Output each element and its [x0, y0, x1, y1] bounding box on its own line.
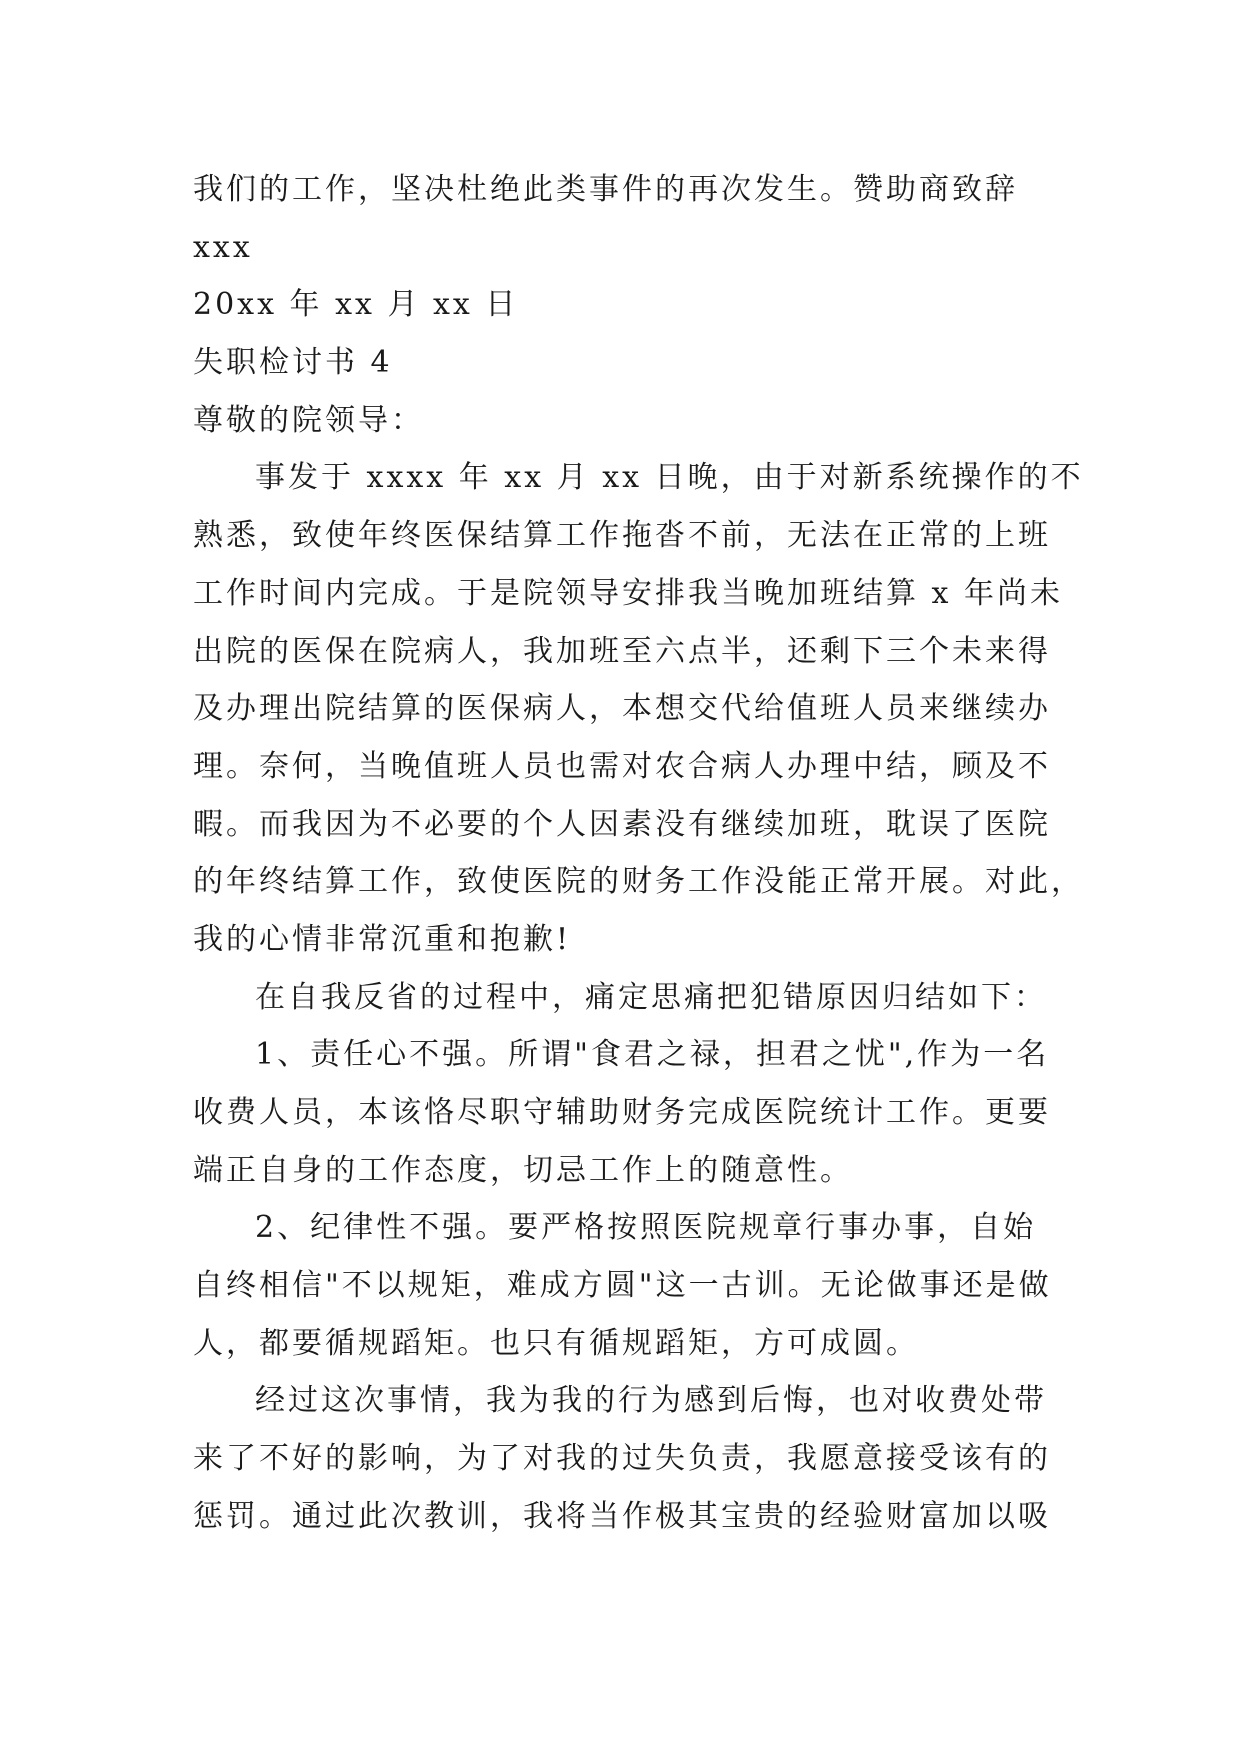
paragraph-line: 工作时间内完成。于是院领导安排我当晚加班结算 x 年尚未	[193, 575, 1063, 611]
list-item-line: 2、纪律性不强。要严格按照医院规章行事办事，自始	[255, 1210, 1037, 1246]
paragraph-line: 在自我反省的过程中，痛定思痛把犯错原因归结如下：	[255, 979, 1047, 1015]
paragraph-line: 我的心情非常沉重和抱歉!	[193, 921, 572, 957]
paragraph-line: 熟悉，致使年终医保结算工作拖沓不前，无法在正常的上班	[193, 518, 1051, 554]
list-item-line: 自终相信"不以规矩，难成方圆"这一古训。无论做事还是做	[193, 1268, 1052, 1304]
salutation: 尊敬的院领导：	[193, 402, 424, 438]
paragraph-line: 来了不好的影响，为了对我的过失负责，我愿意接受该有的	[193, 1441, 1051, 1477]
document-title: 失职检讨书 4	[193, 345, 393, 381]
document-body	[193, 161, 1084, 1546]
date-line: 20xx 年 xx 月 xx 日	[193, 287, 519, 323]
paragraph-line: 及办理出院结算的医保病人，本想交代给值班人员来继续办	[193, 691, 1051, 727]
list-item-line: 人，都要循规蹈矩。也只有循规蹈矩，方可成圆。	[193, 1325, 919, 1361]
list-item-line: 端正自身的工作态度，切忌工作上的随意性。	[193, 1152, 853, 1188]
paragraph-line: 惩罚。通过此次教训，我将当作极其宝贵的经验财富加以吸	[193, 1498, 1051, 1534]
paragraph-line: 出院的医保在院病人，我加班至六点半，还剩下三个未来得	[193, 633, 1051, 669]
text-line: 我们的工作，坚决杜绝此类事件的再次发生。赞助商致辞	[193, 172, 1018, 207]
list-item-line: 1、责任心不强。所谓"食君之禄，担君之忧",作为一名	[255, 1037, 1050, 1073]
paragraph-line: 理。奈何，当晚值班人员也需对农合病人办理中结，顾及不	[193, 748, 1051, 784]
paragraph-line: 事发于 xxxx 年 xx 月 xx 日晚，由于对新系统操作的不	[255, 460, 1084, 496]
paragraph-line: 的年终结算工作，致使医院的财务工作没能正常开展。对此，	[193, 864, 1084, 900]
text-line: xxx	[193, 229, 253, 265]
list-item-line: 收费人员，本该恪尽职守辅助财务完成医院统计工作。更要	[193, 1095, 1051, 1130]
paragraph-line: 暇。而我因为不必要的个人因素没有继续加班，耽误了医院	[193, 806, 1051, 842]
paragraph-line: 经过这次事情，我为我的行为感到后悔，也对收费处带	[255, 1383, 1047, 1419]
